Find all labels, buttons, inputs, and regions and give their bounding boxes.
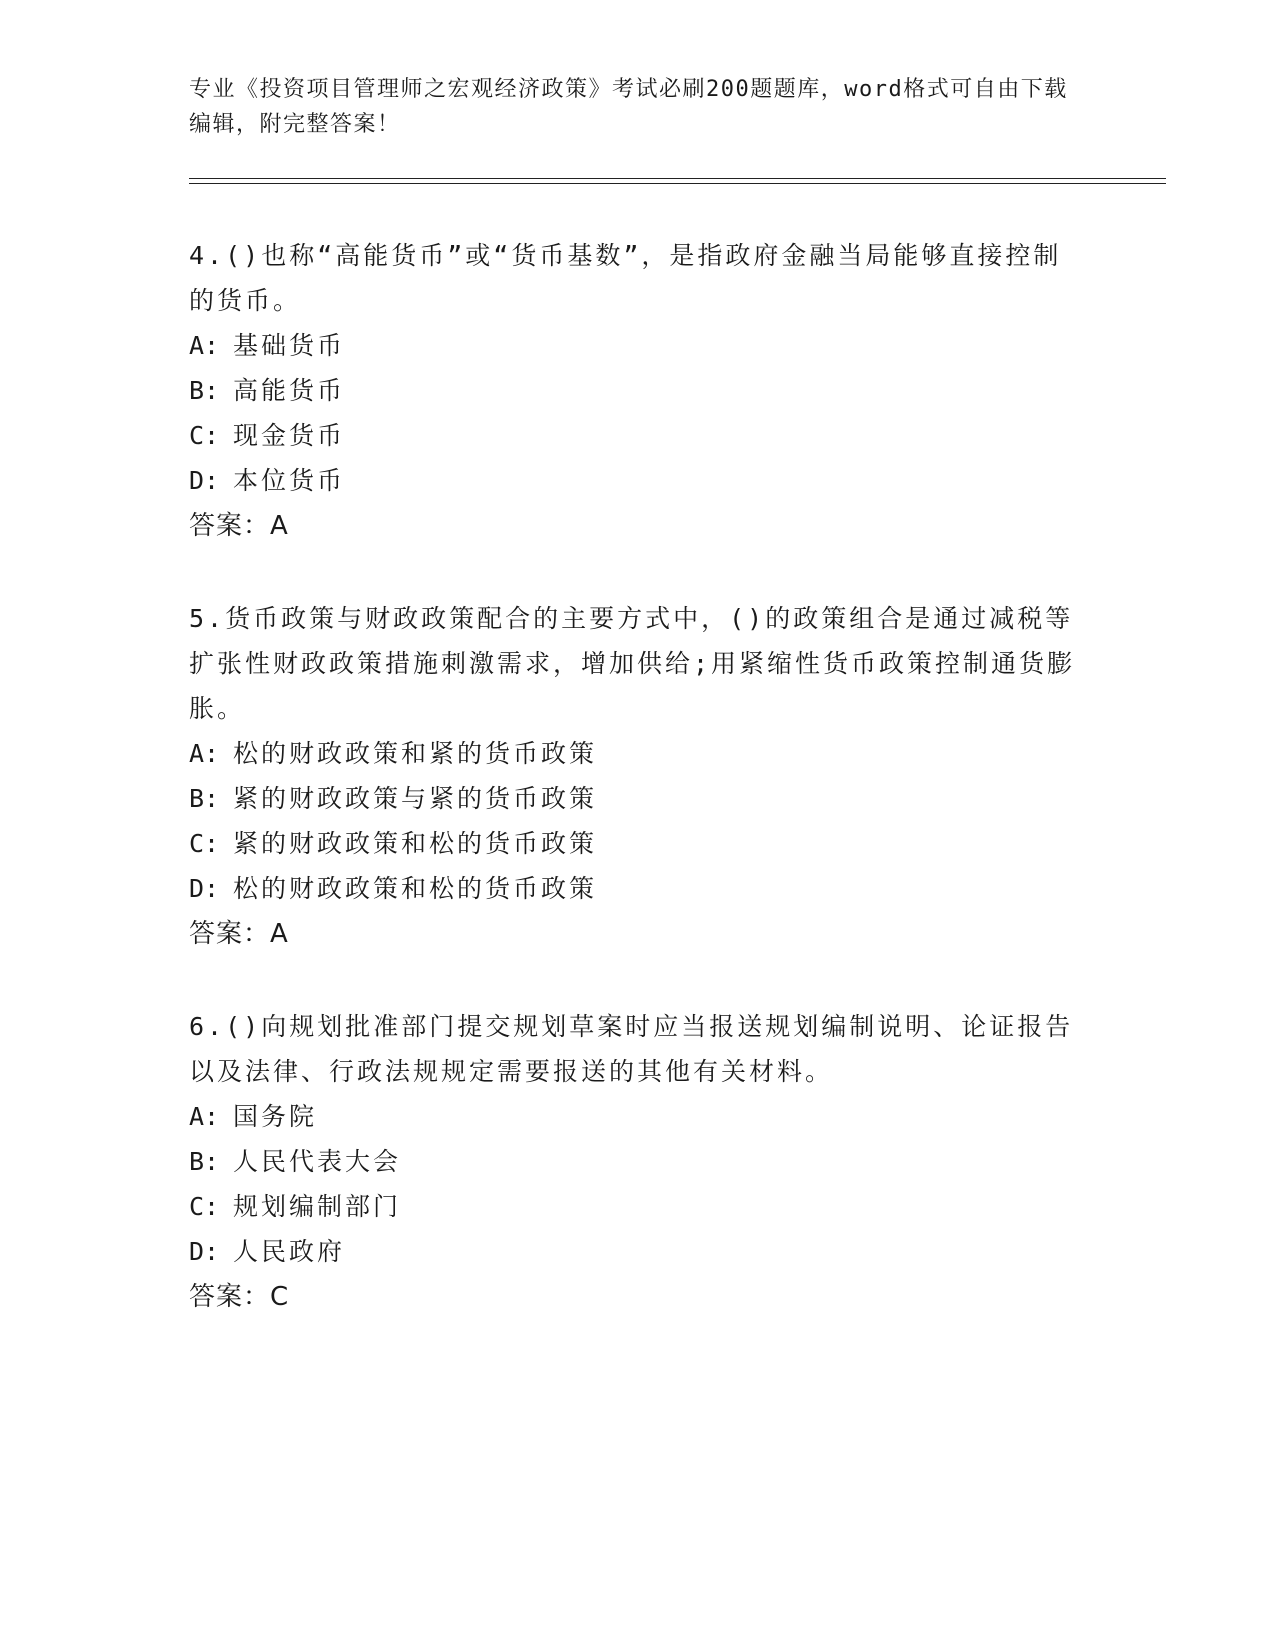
option-a — [189, 323, 1089, 368]
option-b — [189, 1139, 1089, 1184]
option-letter: B: — [189, 784, 220, 813]
question-5 — [189, 596, 1089, 957]
option-letter: C: — [189, 829, 220, 858]
option-c — [189, 413, 1089, 458]
option-text: 高能货币 — [233, 376, 346, 405]
question-stem: 5.货币政策与财政政策配合的主要方式中，()的政策组合是通过减税等扩张性财政政策措施刺激需求，增加供给;用紧缩性货币政策控制通货膨胀。 — [189, 604, 1076, 723]
option-letter: A: — [189, 331, 220, 360]
option-text: 紧的财政政策和松的货币政策 — [233, 829, 598, 858]
header-divider — [189, 178, 1166, 184]
answer-line: 答案：C — [189, 1282, 290, 1312]
option-letter: A: — [189, 739, 220, 768]
option-letter: D: — [189, 874, 220, 903]
option-a — [189, 1094, 1089, 1139]
answer-line: 答案：A — [189, 511, 289, 541]
option-text: 人民政府 — [233, 1237, 346, 1266]
option-letter: A: — [189, 1102, 220, 1131]
option-letter: D: — [189, 1237, 220, 1266]
answer-line: 答案：A — [189, 919, 289, 949]
option-text: 规划编制部门 — [233, 1192, 402, 1221]
option-d — [189, 1229, 1089, 1274]
option-letter: C: — [189, 1192, 220, 1221]
option-c — [189, 1184, 1089, 1229]
option-a — [189, 731, 1089, 776]
option-letter: C: — [189, 421, 220, 450]
option-b — [189, 368, 1089, 413]
document-header: 专业《投资项目管理师之宏观经济政策》考试必刷200题题库，word格式可自由下载编辑，附完整答案！ — [189, 77, 1068, 137]
option-letter: B: — [189, 1147, 220, 1176]
option-letter: B: — [189, 376, 220, 405]
option-text: 现金货币 — [233, 421, 346, 450]
option-text: 人民代表大会 — [233, 1147, 402, 1176]
option-letter: D: — [189, 466, 220, 495]
option-c — [189, 821, 1089, 866]
question-stem: 4.()也称“高能货币”或“货币基数”，是指政府金融当局能够直接控制的货币。 — [189, 241, 1062, 315]
option-text: 本位货币 — [233, 466, 346, 495]
question-4 — [189, 233, 1089, 549]
option-text: 松的财政政策和松的货币政策 — [233, 874, 598, 903]
option-d — [189, 866, 1089, 911]
question-6 — [189, 1004, 1089, 1320]
option-d — [189, 458, 1089, 503]
option-text: 基础货币 — [233, 331, 346, 360]
question-list — [189, 233, 1089, 1367]
option-text: 松的财政政策和紧的货币政策 — [233, 739, 598, 768]
option-text: 紧的财政政策与紧的货币政策 — [233, 784, 598, 813]
question-stem: 6.()向规划批准部门提交规划草案时应当报送规划编制说明、论证报告以及法律、行政法规规定需要报送的其他有关材料。 — [189, 1012, 1074, 1086]
option-text: 国务院 — [233, 1102, 318, 1131]
option-b — [189, 776, 1089, 821]
